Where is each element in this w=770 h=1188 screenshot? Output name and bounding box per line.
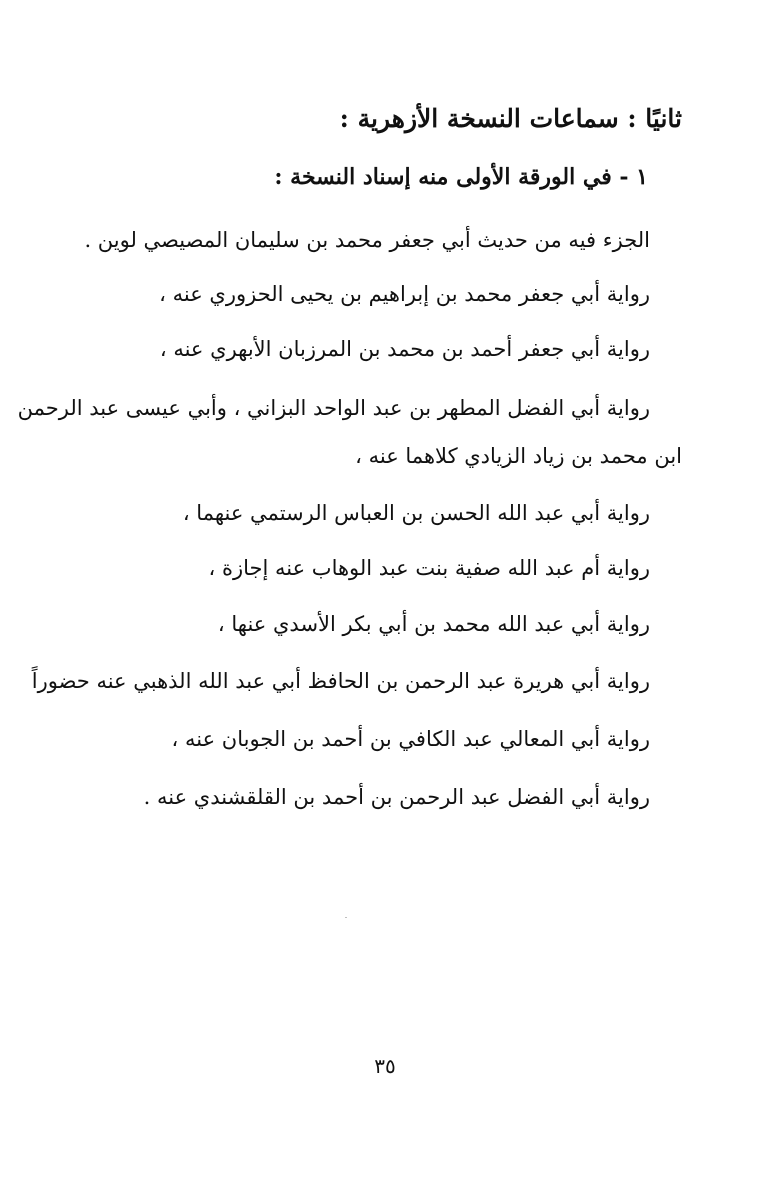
section-heading: ثانيًا : سماعات النسخة الأزهرية : — [339, 104, 682, 133]
chain-line-6: رواية أم عبد الله صفية بنت عبد الوهاب عنه إجازة ، — [208, 556, 650, 580]
chain-line-3: رواية أبي جعفر أحمد بن محمد بن المرزبان الأبهري عنه ، — [159, 337, 650, 361]
chain-line-8: رواية أبي هريرة عبد الرحمن بن الحافظ أبي عبد الله الذهبي عنه حضوراً — [31, 669, 650, 693]
paper-speck — [345, 917, 347, 918]
chain-line-1: الجزء فيه من حديث أبي جعفر محمد بن سليمان المصيصي لوين . — [84, 228, 650, 252]
chain-line-9: رواية أبي المعالي عبد الكافي بن أحمد بن الجوبان عنه ، — [171, 727, 650, 751]
chain-line-2: رواية أبي جعفر محمد بن إبراهيم بن يحيى الحزوري عنه ، — [159, 282, 650, 306]
subsection-heading: ١ - في الورقة الأولى منه إسناد النسخة : — [274, 164, 648, 190]
chain-line-4: رواية أبي الفضل المطهر بن عبد الواحد البزاني ، وأبي عيسى عبد الرحمن — [17, 396, 650, 420]
chain-line-5: رواية أبي عبد الله الحسن بن العباس الرستمي عنهما ، — [182, 501, 650, 525]
chain-line-7: رواية أبي عبد الله محمد بن أبي بكر الأسدي عنها ، — [217, 612, 650, 636]
page-number: ٣٥ — [374, 1054, 396, 1078]
chain-line-4-continuation: ابن محمد بن زياد الزيادي كلاهما عنه ، — [355, 444, 682, 468]
chain-line-10: رواية أبي الفضل عبد الرحمن بن أحمد بن القلقشندي عنه . — [143, 785, 650, 809]
